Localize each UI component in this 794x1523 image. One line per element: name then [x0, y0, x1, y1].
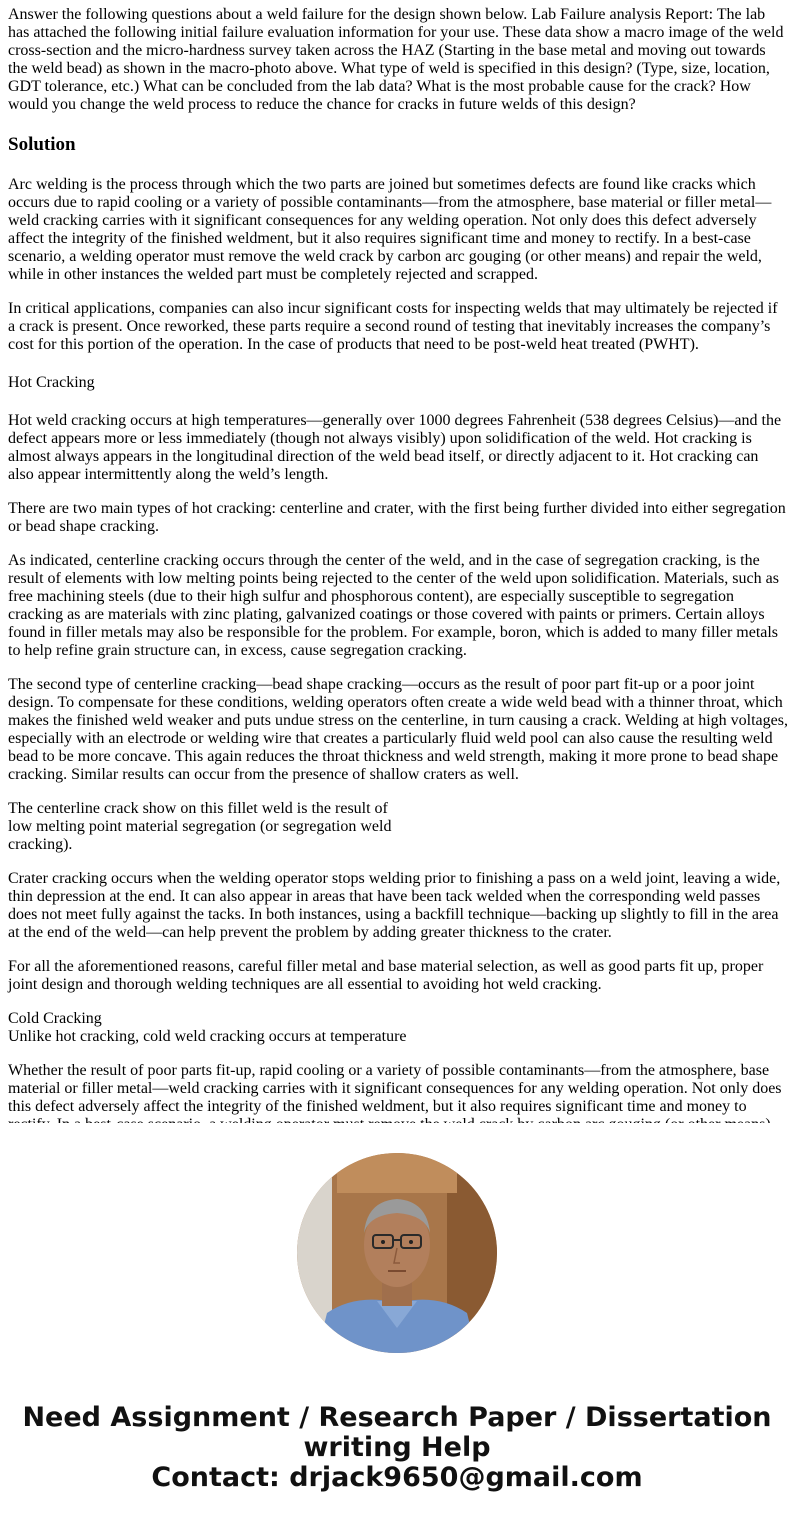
promo-line-2: writing Help — [303, 1432, 491, 1463]
paragraph-centerline: As indicated, centerline cracking occurs through the center of the weld, and in the case of segregation cracking, is the result of elements with low melting points being rejected to the center of the weld upon solidification. Materials, such as free machining steels (due to their high sulfur and phosphorous content), are especially susceptible to segregation cracking as are materials with zinc plating, galvanized coatings or those covered with paints or primers. Certain alloys found in filler metals may also be responsible for the problem. For example, boron, which is added to many filler metals to help refine grain structure can, in excess, cause segregation cracking. — [8, 552, 779, 659]
article-body — [8, 6, 788, 1123]
promo-text — [0, 1403, 794, 1493]
paragraph-hot-cracking: Hot weld cracking occurs at high temperatures—generally over 1000 degrees Fahrenheit (538 degrees Celsius)—and the defect appears more or less immediately (though not always visibly) upon solidification of the weld. Hot cracking is almost always appears in the longitudinal direction of the weld bead itself, or directly adjacent to it. Hot cracking can also appear intermittently along the weld’s length. — [8, 412, 782, 483]
hot-cracking-heading: Hot Cracking — [8, 374, 95, 391]
person-portrait-icon — [297, 1153, 497, 1353]
cold-cracking-intro: Unlike hot cracking, cold weld cracking occurs at temperature — [8, 1028, 407, 1045]
paragraph-repeat: Whether the result of poor parts fit-up, rapid cooling or a variety of possible contaminants—from the atmosphere, base material or filler metal—weld cracking carries with it significant consequences for any welding operation. Not only does this defect adversely affect the integrity of the finished weldment, but it also requires significant time and money to — [8, 1062, 782, 1115]
solution-heading: Solution — [8, 134, 76, 155]
cold-cracking-heading: Cold Cracking — [8, 1010, 102, 1027]
paragraph-summary: For all the aforementioned reasons, careful filler metal and base material selection, as well as good parts fit up, proper joint design and thorough welding techniques are all essential to avoiding hot weld cracking. — [8, 958, 764, 993]
paragraph-fillet-note: The centerline crack show on this fillet weld is the result of low melting point material segregation (or segregation weld cracking). — [8, 800, 392, 853]
promo-line-1: Need Assignment / Research Paper / Dissertation — [22, 1402, 772, 1433]
paragraph-bead-shape: The second type of centerline cracking—bead shape cracking—occurs as the result of poor part fit-up or a poor joint design. To compensate for these conditions, welding operators often create a wide weld bead with a thinner throat, which makes the finished weld weaker and puts undue stress on the centerline, in turn causing a crack. Welding at high voltages, especially with an electrode or welding wire that creates a particularly fluid weld pool can also cause the resulting weld bead to be more concave. This again reduces the throat thickness and weld strength, making it more prone to bead shape cracking. Similar results can occur from the presence of shallow craters as well. — [8, 676, 788, 783]
paragraph-costs: In critical applications, companies can also incur significant costs for inspecting welds that may ultimately be rejected if a crack is present. Once reworked, these parts require a second round of testing that inevitably increases the company’s cost for this portion of the operation. In the case of products that need to be post-weld heat treated (PWHT). — [8, 300, 778, 353]
promo-contact: Contact: drjack9650@gmail.com — [151, 1462, 643, 1493]
paragraph-intro: Arc welding is the process through which the two parts are joined but sometimes defects are found like cracks which occurs due to rapid cooling or a variety of possible contaminants—from the atmosphere, base material or filler metal—weld cracking carries with it significant consequences for any welding operation. Not only does this defect adversely affect the integrity of the finished weldment, but it also requires significant time and money to rectify. In a best-case scenario, a welding operator must remove the weld crack by carbon arc gouging (or other means) and repair the weld, while in other instances the welded part must be completely rejected and scrapped. — [8, 176, 772, 283]
question-text: Answer the following questions about a weld failure for the design shown below. Lab Failure analysis Report: The lab has attached the following initial failure evaluation information for your use. These data show a macro image of the weld cross-section and the micro-hardness survey taken across the HAZ (Starting in the base metal and moving out towards the weld bead) as shown in the macro-photo above. What type of weld is specified in this design? (Type, size, location, GDT tolerance, etc.) What can be concluded from the lab data? What is the most probable cause for the crack? How would you change the weld process to reduce the chance for cracks in future welds of this design? — [8, 6, 784, 113]
promo-footer — [0, 1123, 794, 1523]
paragraph-hot-types: There are two main types of hot cracking: centerline and crater, with the first being further divided into either segregation or bead shape cracking. — [8, 500, 786, 535]
cold-cracking-block — [8, 1010, 788, 1046]
paragraph-crater: Crater cracking occurs when the welding operator stops welding prior to finishing a pass on a weld joint, leaving a wide, thin depression at the end. It can also appear in areas that have been tack welded when the corresponding weld passes does not meet fully against the tacks. In both instances, using a backfill technique—backing up slightly to fill in the area at the end of the weld—can help prevent the problem by adding greater thickness to the crater. — [8, 870, 781, 941]
avatar — [297, 1153, 497, 1353]
